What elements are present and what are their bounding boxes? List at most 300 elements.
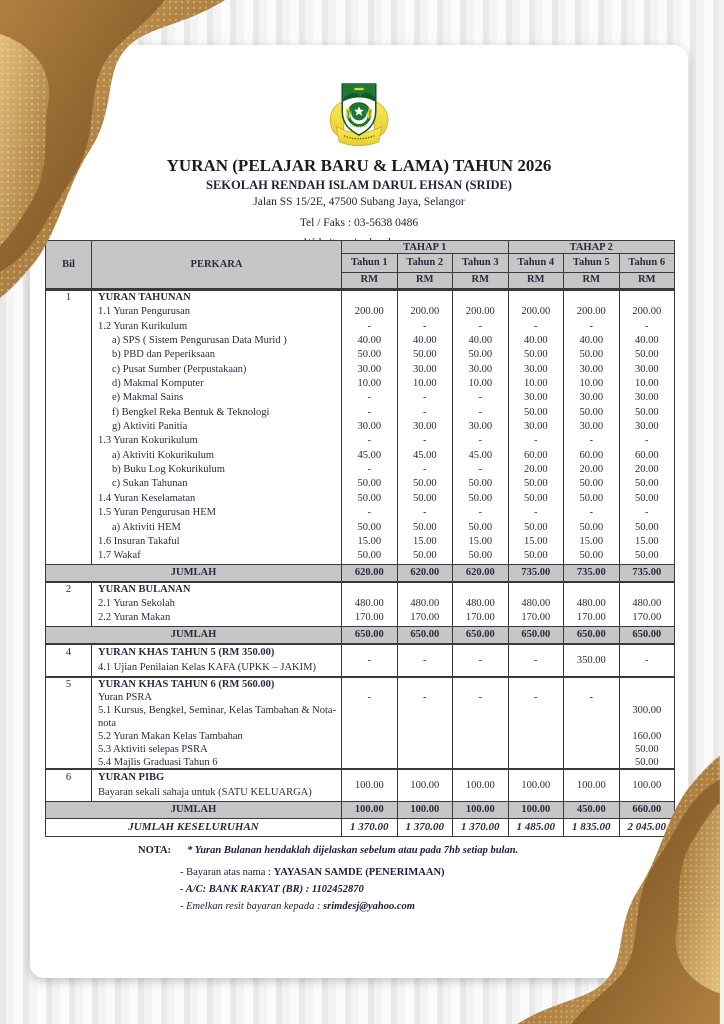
value-cell: 50.00 [619,348,675,362]
value-line [509,704,564,717]
value-cell: 200.00 [341,305,397,319]
value-cell: 30.00 [508,420,564,434]
col-header-perkara: PERKARA [91,241,341,288]
value-cell: - [397,434,453,448]
row-line: Yuran PSRA [98,691,152,703]
value-cell: 30.00 [452,363,508,377]
value-cell: 30.00 [341,420,397,434]
value-cell: 170.00 [341,611,397,625]
bil-cell [46,463,91,477]
row-line: 5.1 Kursus, Bengkel, Seminar, Kelas Tambahan & Nota- [98,704,337,716]
col-header-unit: RM [341,273,397,288]
value-cell: 50.00 [452,348,508,362]
value-cell: 50.00 [452,549,508,563]
col-header-year5: Tahun 5 [563,254,619,272]
table-row [46,406,674,420]
nota-line-2 [180,867,518,878]
value-cell: 45.00 [341,449,397,463]
value-cell: 30.00 [397,363,453,377]
value-cell: 10.00 [563,377,619,391]
perkara-cell: 1.4 Yuran Keselamatan [91,492,341,506]
value-cell: 40.00 [508,334,564,348]
value-cell: - [619,320,675,334]
value-cell: 50.00 [341,348,397,362]
value-cell: - [452,434,508,448]
perkara-cell: a) Aktiviti Kokurikulum [91,449,341,463]
value-cell: 100.00 [397,802,453,818]
value-cell: - [341,434,397,448]
col-header-unit: RM [619,273,675,288]
value-cell: - [341,463,397,477]
value-line [398,704,453,717]
value-cell: 480.00 [563,597,619,611]
value-cell: 200.00 [619,305,675,319]
value-cell: 100.00 [452,770,508,801]
value-cell: 50.00 [341,477,397,491]
value-cell: 480.00 [508,597,564,611]
bil-cell [46,477,91,491]
value-cell: 30.00 [619,420,675,434]
value-cell: 200.00 [452,305,508,319]
nota-line-4-prefix: - Emelkan resit bayaran kepada : [180,901,324,912]
value-cell: - [452,463,508,477]
table-row [46,535,674,549]
value-cell: - [563,434,619,448]
perkara-cell: 1.6 Insuran Takaful [91,535,341,549]
value-line [620,691,675,704]
value-cell: - [619,506,675,520]
bil-cell [46,420,91,434]
value-line [398,756,453,769]
value-line: - [423,691,427,703]
value-cell: 50.00 [619,477,675,491]
value-cell: 350.00 [563,645,619,676]
bil-cell [46,334,91,348]
value-cell: 40.00 [397,334,453,348]
perkara-cell: 2.1 Yuran Sekolah [91,597,341,611]
value-cell: 60.00 [508,449,564,463]
value-cell: - [397,463,453,477]
value-cell: 650.00 [452,627,508,643]
value-cell: 50.00 [619,492,675,506]
value-cell: 620.00 [397,565,453,581]
value-cell [341,678,397,768]
value-cell: 15.00 [508,535,564,549]
school-address: Jalan SS 15/2E, 47500 Subang Jaya, Selangor [253,196,465,208]
row-subtitle: 4.1 Ujian Penilaian Kelas KAFA (UPKK – JAKIM) [98,662,316,674]
value-cell: 10.00 [619,377,675,391]
perkara-cell: c) Pusat Sumber (Perpustakaan) [91,363,341,377]
value-cell: 50.00 [341,549,397,563]
value-cell: 15.00 [452,535,508,549]
value-cell [563,291,619,305]
table-row [46,477,674,491]
value-line [342,678,397,691]
bil-cell: 6 [65,771,72,783]
value-line: - [534,691,538,703]
payee-name: YAYASAN SAMDE (PENERIMAAN) [273,867,445,878]
value-cell: 100.00 [452,802,508,818]
value-cell: 30.00 [508,363,564,377]
bil-cell [46,549,91,563]
value-line [620,678,675,691]
perkara-cell: g) Aktiviti Panitia [91,420,341,434]
value-line [620,717,675,730]
value-cell: 50.00 [508,549,564,563]
value-cell: 50.00 [508,406,564,420]
value-cell: 100.00 [341,802,397,818]
value-cell: 650.00 [397,627,453,643]
row-line: 5.2 Yuran Makan Kelas Tambahan [98,730,243,742]
value-cell: 50.00 [397,549,453,563]
value-cell: 660.00 [619,802,675,818]
value-cell: 15.00 [619,535,675,549]
col-header-unit: RM [508,273,564,288]
perkara-cell: YURAN TAHUNAN [91,291,341,305]
value-cell: 50.00 [563,492,619,506]
value-cell: - [397,406,453,420]
value-cell: 480.00 [341,597,397,611]
value-cell: 15.00 [397,535,453,549]
value-cell [397,678,453,768]
value-cell: 50.00 [619,521,675,535]
value-cell: 45.00 [397,449,453,463]
value-cell: 50.00 [452,521,508,535]
value-cell: 40.00 [452,334,508,348]
value-cell: - [341,645,397,676]
value-line [453,704,508,717]
value-cell: 10.00 [508,377,564,391]
value-cell: 20.00 [619,463,675,477]
value-cell: 50.00 [508,477,564,491]
row-title: YURAN PIBG [98,772,165,784]
value-cell [397,291,453,305]
value-cell: 20.00 [508,463,564,477]
value-cell: 200.00 [508,305,564,319]
table-row [46,506,674,520]
value-line [342,704,397,717]
jumlah-label: JUMLAH [170,566,217,578]
value-cell [508,291,564,305]
col-header-year4: Tahun 4 [508,254,564,272]
row-title: YURAN KHAS TAHUN 5 (RM 350.00) [98,647,275,659]
value-line: 300.00 [632,704,662,716]
row-line: 5.3 Aktiviti selepas PSRA [98,744,208,756]
value-cell: 30.00 [452,420,508,434]
value-cell: 650.00 [563,627,619,643]
value-cell [341,291,397,305]
value-cell: - [397,391,453,405]
fee-table [45,240,675,837]
value-cell: 1 370.00 [341,819,397,836]
value-cell: 2 045.00 [619,819,675,836]
value-cell: - [452,506,508,520]
value-cell: 10.00 [341,377,397,391]
nota-line-4 [180,901,518,912]
value-cell: 30.00 [397,420,453,434]
value-cell: 735.00 [619,565,675,581]
value-cell: 30.00 [508,391,564,405]
value-line [342,730,397,743]
bil-cell [46,434,91,448]
bil-cell [46,449,91,463]
value-line: - [589,691,593,703]
value-cell: 1 835.00 [563,819,619,836]
value-cell: 50.00 [508,348,564,362]
value-cell: 100.00 [563,770,619,801]
value-cell: 50.00 [397,521,453,535]
value-cell: - [508,434,564,448]
value-cell: 30.00 [563,420,619,434]
table-row [46,643,674,676]
table-row [46,463,674,477]
col-header-year1: Tahun 1 [341,254,397,272]
value-cell: 620.00 [452,565,508,581]
col-header-unit: RM [397,273,453,288]
row-line: YURAN KHAS TAHUN 6 (RM 560.00) [98,678,275,690]
value-line [564,717,619,730]
bil-cell [46,611,91,625]
jumlah-row [46,626,674,643]
value-cell: 1 485.00 [508,819,564,836]
value-cell: - [341,320,397,334]
bil-cell: 4 [65,646,72,658]
value-cell: 170.00 [397,611,453,625]
value-cell: 735.00 [563,565,619,581]
perkara-cell [91,678,341,768]
bil-cell [46,377,91,391]
school-name: SEKOLAH RENDAH ISLAM DARUL EHSAN (SRIDE) [206,178,512,192]
value-cell: 50.00 [563,549,619,563]
value-cell: 620.00 [341,565,397,581]
jumlah-label: JUMLAH [170,803,217,815]
value-cell [452,583,508,597]
perkara-cell: 1.3 Yuran Kokurikulum [91,434,341,448]
gold-swirl-decoration-top-left [0,0,235,300]
value-cell: 480.00 [452,597,508,611]
value-cell: 50.00 [397,477,453,491]
table-row [46,363,674,377]
value-line [398,678,453,691]
perkara-cell: d) Makmal Komputer [91,377,341,391]
value-cell: 45.00 [452,449,508,463]
value-cell: 10.00 [452,377,508,391]
value-cell: 50.00 [341,521,397,535]
perkara-cell: f) Bengkel Reka Bentuk & Teknologi [91,406,341,420]
nota-email: srimdesj@yahoo.com [323,901,415,912]
value-cell: 480.00 [619,597,675,611]
value-cell: 50.00 [619,406,675,420]
value-cell: 100.00 [341,770,397,801]
value-cell: 50.00 [619,549,675,563]
value-cell: 50.00 [508,492,564,506]
value-cell: 650.00 [619,627,675,643]
value-cell: - [397,645,453,676]
col-header-year2: Tahun 2 [397,254,453,272]
table-row [46,611,674,625]
value-cell: - [563,506,619,520]
value-cell: 200.00 [563,305,619,319]
perkara-cell: 1.2 Yuran Kurikulum [91,320,341,334]
row-line: nota [98,717,117,729]
value-cell: 1 370.00 [397,819,453,836]
value-cell: 650.00 [508,627,564,643]
school-crest-icon [320,81,398,151]
table-row [46,597,674,611]
value-line [453,756,508,769]
value-cell: 50.00 [452,492,508,506]
value-line: - [478,691,482,703]
perkara-cell: b) PBD dan Peperiksaan [91,348,341,362]
value-line [509,730,564,743]
bil-cell [46,320,91,334]
bil-cell [46,406,91,420]
nota-line-1: * Yuran Bulanan hendaklah dijelaskan sebelum atau pada 7hb setiap bulan. [187,845,519,856]
value-cell: 50.00 [397,348,453,362]
table-row [46,391,674,405]
value-cell: 1 370.00 [452,819,508,836]
bil-cell [46,363,91,377]
value-cell: 20.00 [563,463,619,477]
col-header-year3: Tahun 3 [452,254,508,272]
value-cell: 50.00 [563,521,619,535]
value-cell: - [619,645,675,676]
value-cell: 200.00 [397,305,453,319]
perkara-cell: a) SPS ( Sistem Pengurusan Data Murid ) [91,334,341,348]
value-cell: - [452,406,508,420]
value-line: - [367,691,371,703]
value-line [453,717,508,730]
perkara-cell: c) Sukan Tahunan [91,477,341,491]
perkara-cell: 2.2 Yuran Makan [91,611,341,625]
value-line: 50.00 [634,757,659,769]
value-cell: 40.00 [619,334,675,348]
value-cell: 60.00 [619,449,675,463]
nota-line-3-account: - A/C: BANK RAKYAT (BR) : 1102452870 [180,884,364,895]
row-subtitle: Bayaran sekali sahaja untuk (SATU KELUARGA) [98,787,312,799]
col-header-bil: Bil [62,259,75,270]
bil-cell: 2 [65,583,72,595]
value-cell: 100.00 [397,770,453,801]
col-header-unit: RM [452,273,508,288]
perkara-cell: 1.1 Yuran Pengurusan [91,305,341,319]
value-line [342,717,397,730]
value-cell: - [397,506,453,520]
table-row [46,334,674,348]
value-line [342,756,397,769]
perkara-cell: b) Buku Log Kokurikulum [91,463,341,477]
table-row [46,434,674,448]
value-cell: 50.00 [452,477,508,491]
perkara-cell [91,645,341,676]
table-row [46,320,674,334]
value-cell: 30.00 [563,391,619,405]
bil-cell [46,597,91,611]
table-row [46,449,674,463]
value-cell: 40.00 [341,334,397,348]
value-cell: - [341,406,397,420]
value-cell: 100.00 [508,770,564,801]
value-cell: 30.00 [341,363,397,377]
value-cell: 50.00 [563,406,619,420]
perkara-cell: 1.5 Yuran Pengurusan HEM [91,506,341,520]
perkara-cell: a) Aktiviti HEM [91,521,341,535]
perkara-cell: YURAN BULANAN [91,583,341,597]
value-line [453,743,508,756]
nota-section [138,845,518,912]
bil-cell [46,521,91,535]
value-line: 50.00 [634,744,659,756]
value-cell: 650.00 [341,627,397,643]
bil-cell [46,391,91,405]
value-cell [563,583,619,597]
value-cell: - [341,391,397,405]
perkara-cell: 1.7 Wakaf [91,549,341,563]
col-header-tahap2: TAHAP 2 [508,241,675,253]
value-cell: - [508,506,564,520]
value-cell: 10.00 [397,377,453,391]
table-row [46,420,674,434]
col-header-year6: Tahun 6 [619,254,675,272]
value-cell [619,583,675,597]
value-cell: 50.00 [397,492,453,506]
value-line [398,743,453,756]
value-cell: 170.00 [619,611,675,625]
table-row [46,305,674,319]
value-line [509,678,564,691]
col-header-unit: RM [563,273,619,288]
table-row [46,549,674,563]
value-cell [341,583,397,597]
value-cell: - [341,506,397,520]
value-cell: 50.00 [563,348,619,362]
value-cell: 50.00 [563,477,619,491]
school-tel: Tel / Faks : 03-5638 0486 [299,217,419,229]
bil-cell [46,535,91,549]
value-cell: 170.00 [563,611,619,625]
value-cell: 100.00 [508,802,564,818]
bil-cell: 5 [65,678,72,690]
bil-cell: 1 [65,292,72,303]
value-line [453,678,508,691]
value-cell: - [563,320,619,334]
value-cell: 30.00 [619,363,675,377]
value-cell: 15.00 [341,535,397,549]
value-cell [397,583,453,597]
nota-label: NOTA: [138,845,172,856]
value-cell: - [452,320,508,334]
value-cell: 100.00 [619,770,675,801]
value-cell: - [508,645,564,676]
value-line [564,678,619,691]
value-cell: - [508,320,564,334]
value-cell: 40.00 [563,334,619,348]
value-cell: 480.00 [397,597,453,611]
value-cell: - [397,320,453,334]
value-line [509,717,564,730]
jumlah-label: JUMLAH [170,628,217,640]
value-cell: 170.00 [508,611,564,625]
value-line [564,730,619,743]
table-row [46,581,674,597]
perkara-cell [91,770,341,801]
value-cell: 735.00 [508,565,564,581]
gold-swirl-decoration-bottom-right [504,754,724,1024]
value-cell: 50.00 [341,492,397,506]
value-cell: 450.00 [563,802,619,818]
value-cell: 15.00 [563,535,619,549]
value-line [342,743,397,756]
